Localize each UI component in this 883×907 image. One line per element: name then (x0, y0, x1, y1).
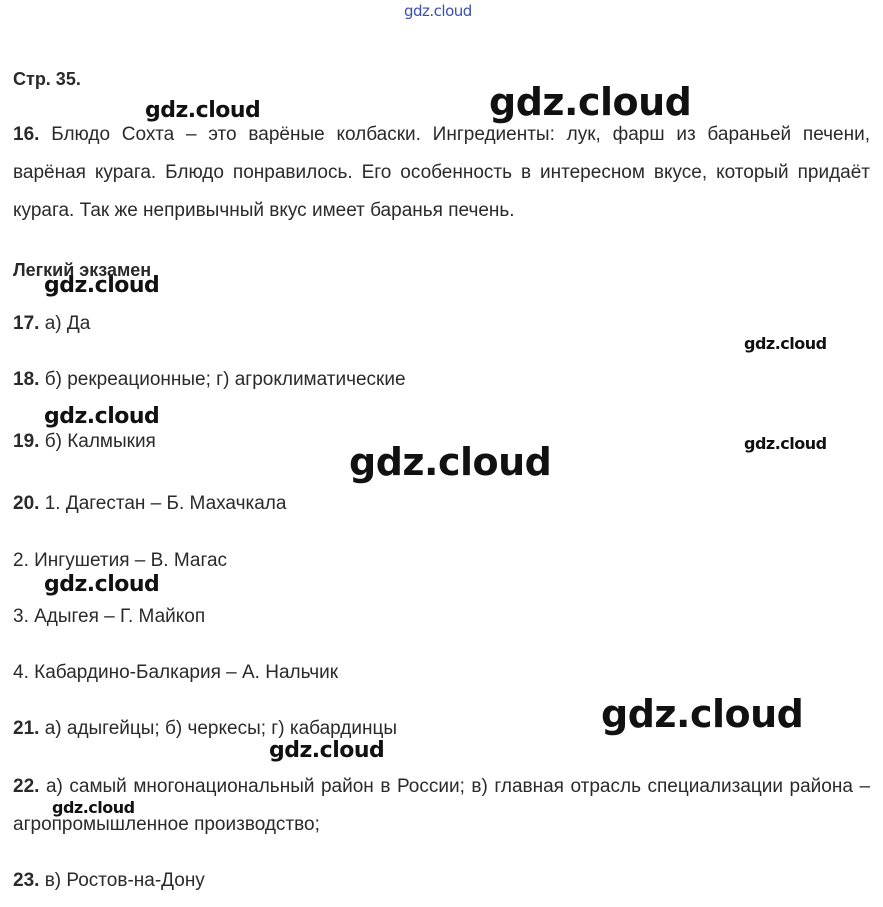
section-title: Легкий экзамен (13, 260, 152, 280)
answer-text: 1. Дагестан – Б. Махачкала (44, 493, 287, 514)
watermark: gdz.cloud (52, 798, 135, 817)
answer-18 (13, 369, 406, 391)
answer-20-item: 2. Ингушетия – В. Магас (13, 550, 228, 571)
answer-23 (13, 870, 205, 892)
page-label: Стр. 35. (13, 69, 81, 89)
watermark: gdz.cloud (44, 273, 160, 298)
answer-number: 22. (13, 776, 40, 797)
answer-20-item: 4. Кабардино-Балкария – А. Нальчик (13, 662, 339, 683)
answer-text: в) Ростов-на-Дону (44, 870, 205, 891)
answer-text: б) рекреационные; г) агроклиматические (44, 369, 406, 390)
answer-20-item: 3. Адыгея – Г. Майкоп (13, 606, 206, 627)
watermark: gdz.cloud (489, 80, 692, 124)
watermark: gdz.cloud (349, 440, 552, 484)
watermark: gdz.cloud (44, 572, 160, 597)
answer-16 (13, 116, 870, 230)
answer-19 (13, 431, 156, 453)
answer-text: а) Да (44, 313, 91, 334)
answer-number: 17. (13, 313, 40, 334)
watermark: gdz.cloud (44, 404, 160, 429)
answer-number: 19. (13, 431, 40, 452)
answer-number: 18. (13, 369, 40, 390)
watermark-top: gdz.cloud (404, 2, 472, 20)
answer-number: 20. (13, 493, 40, 514)
watermark: gdz.cloud (744, 334, 827, 353)
answer-22 (13, 768, 870, 844)
answer-text: а) самый многонациональный район в России; в) главная отрасль специализации района – агропромышленное производство; (13, 776, 871, 835)
answer-number: 21. (13, 718, 40, 739)
watermark: gdz.cloud (269, 738, 385, 763)
watermark: gdz.cloud (744, 434, 827, 453)
answer-20 (13, 493, 286, 515)
answer-text: б) Калмыкия (44, 431, 156, 452)
watermark: gdz.cloud (145, 98, 261, 123)
answer-17 (13, 313, 90, 335)
answer-number: 16. (13, 124, 40, 145)
answer-21 (13, 718, 397, 740)
answer-text: Блюдо Сохта – это варёные колбаски. Ингредиенты: лук, фарш из бараньей печени, варёная курага. Блюдо понравилось. Его особенность в интересном вкусе, который придаёт курага. Так же непривычный вкус имеет баранья печень. (13, 124, 870, 221)
answer-number: 23. (13, 870, 40, 891)
watermark: gdz.cloud (601, 692, 804, 736)
answer-text: а) адыгейцы; б) черкесы; г) кабардинцы (44, 718, 398, 739)
